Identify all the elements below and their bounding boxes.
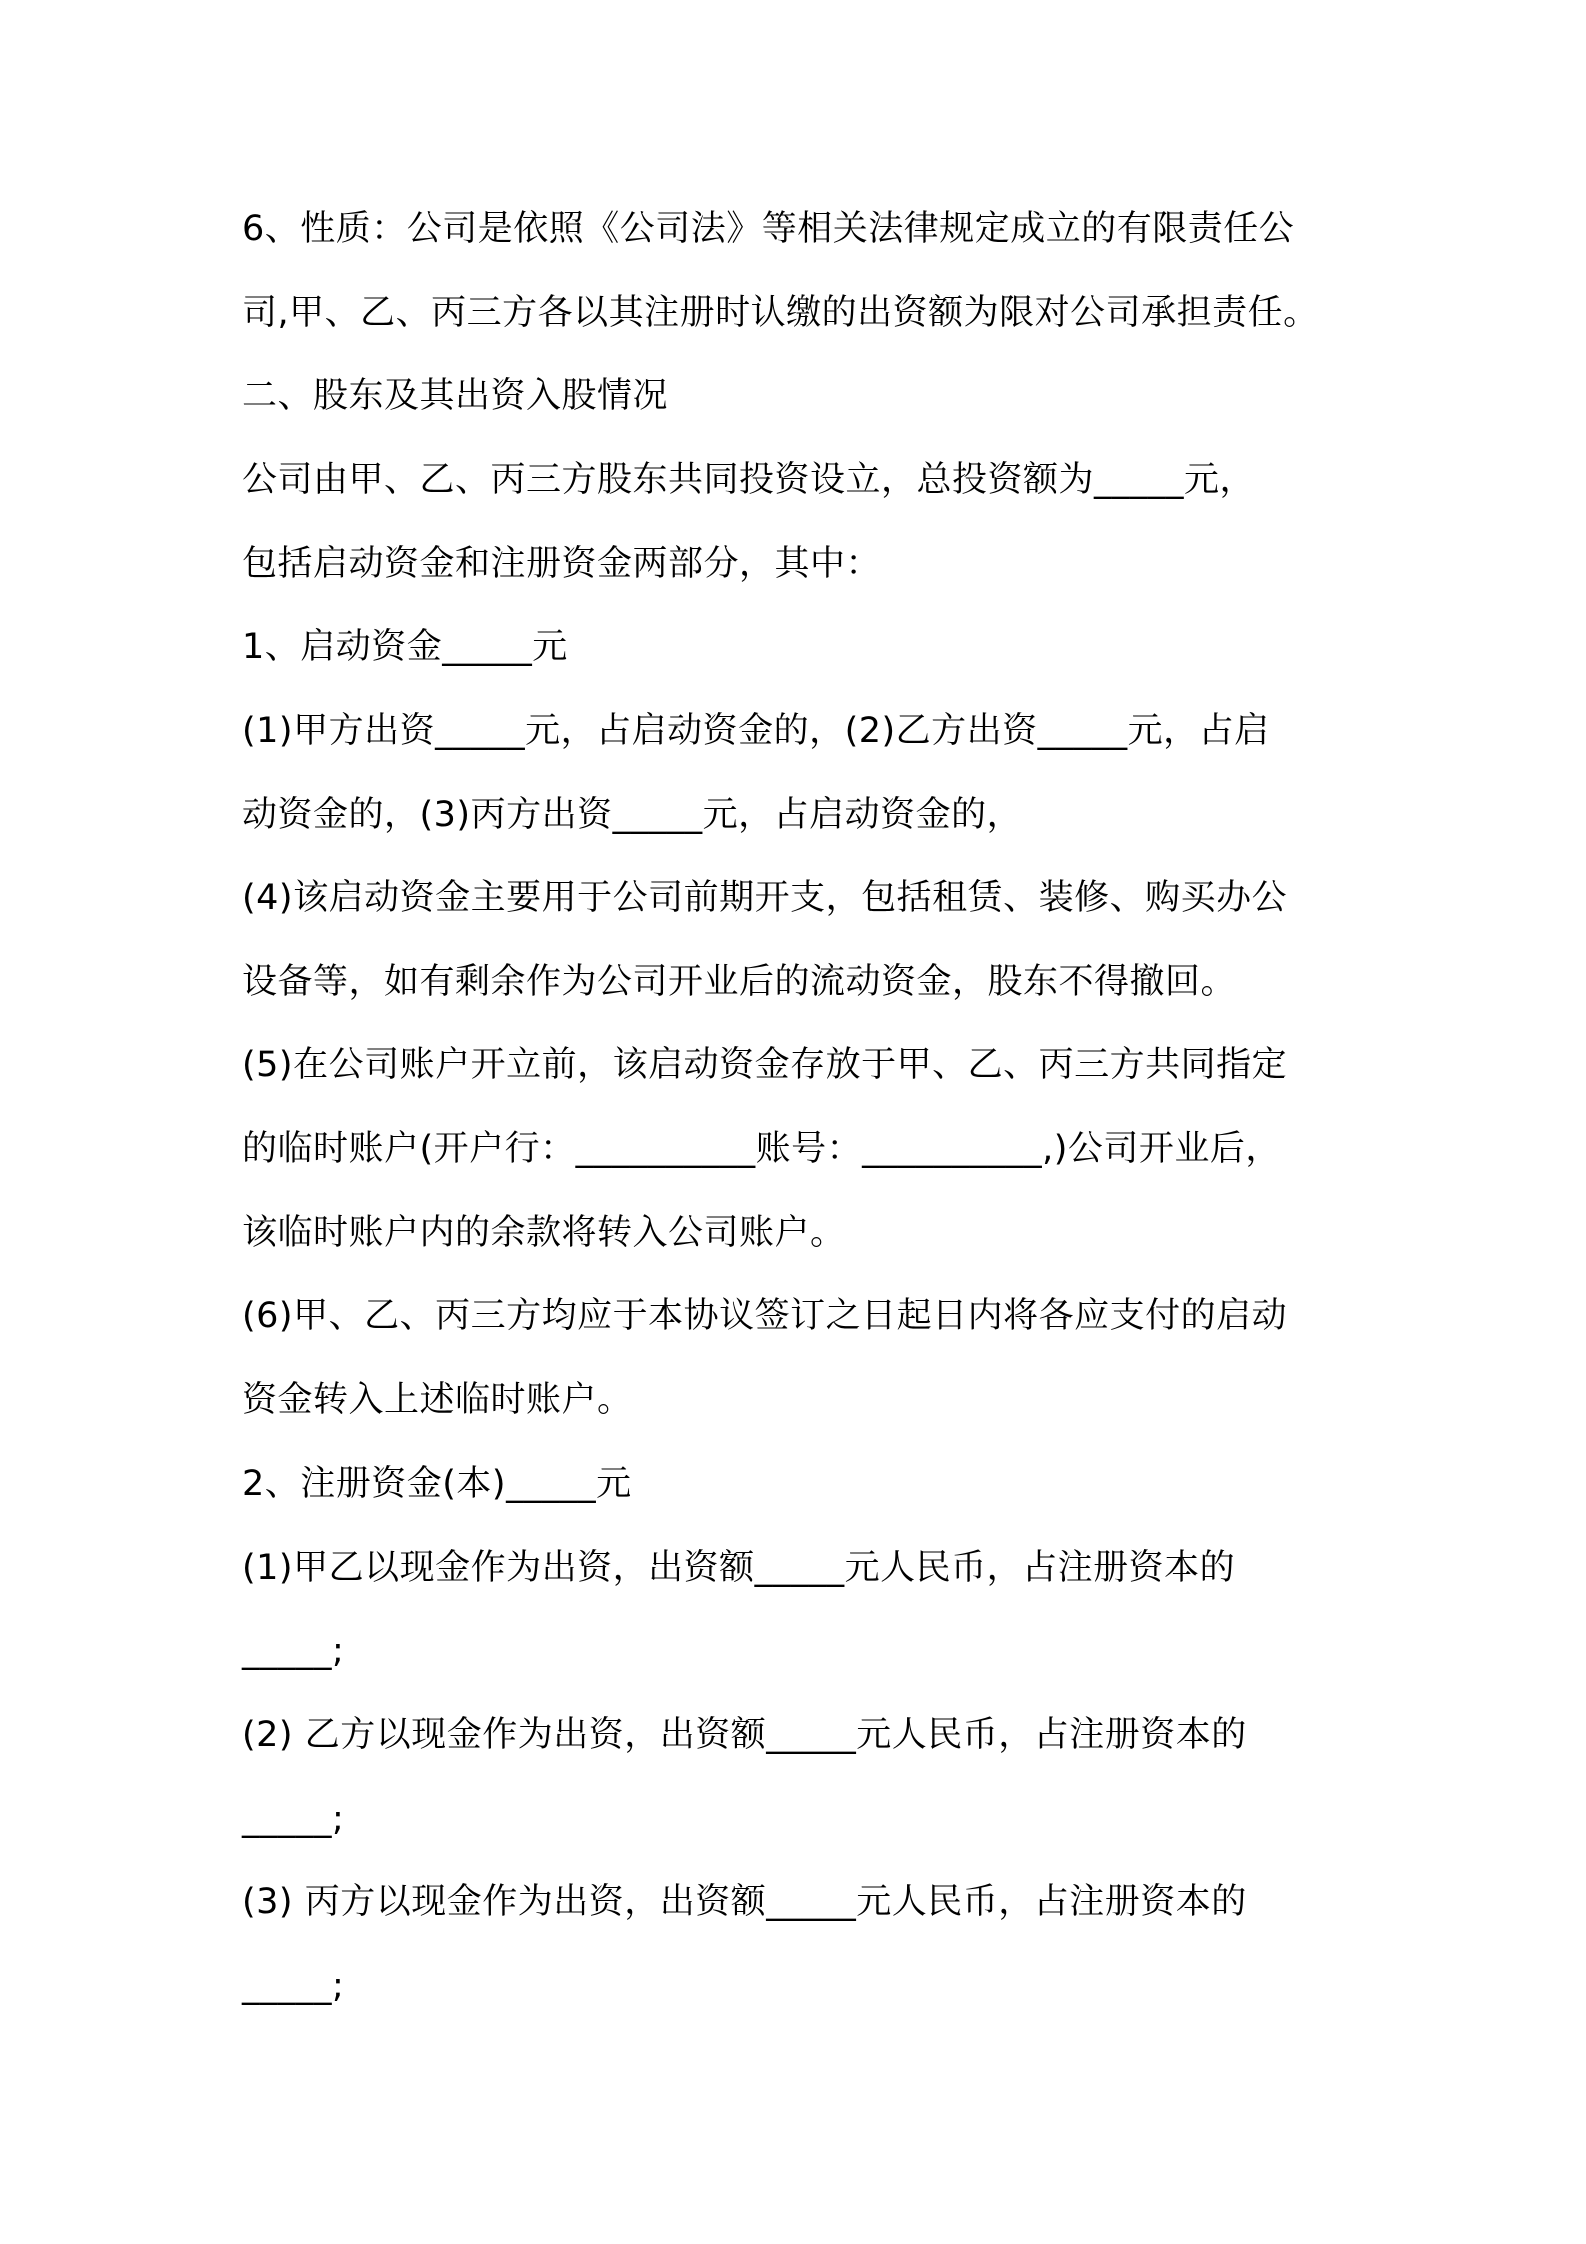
text-line: _____;	[242, 1631, 345, 1671]
text-line: (2) 乙方以现金作为出资，出资额_____元人民币，占注册资本的	[242, 1715, 1247, 1755]
text-line: 包括启动资金和注册资金两部分，其中：	[242, 544, 882, 584]
text-line: 1、启动资金_____元	[242, 627, 568, 667]
text-line: (3) 丙方以现金作为出资，出资额_____元人民币，占注册资本的	[242, 1882, 1247, 1922]
text-line: (5)在公司账户开立前，该启动资金存放于甲、乙、丙三方共同指定	[242, 1045, 1288, 1085]
text-line: 的临时账户(开户行：__________账号：__________,)公司开业后，	[242, 1129, 1281, 1169]
text-line: _____;	[242, 1966, 345, 2006]
text-line: 资金转入上述临时账户。	[242, 1380, 633, 1420]
text-line: 公司由甲、乙、丙三方股东共同投资设立，总投资额为_____元，	[242, 460, 1256, 500]
text-line: 2、注册资金(本)_____元	[242, 1464, 632, 1504]
text-line: 动资金的，(3)丙方出资_____元，占启动资金的，	[242, 795, 1023, 835]
text-line: (6)甲、乙、丙三方均应于本协议签订之日起日内将各应支付的启动	[242, 1296, 1288, 1336]
text-line: 设备等，如有剩余作为公司开业后的流动资金，股东不得撤回。	[242, 962, 1237, 1002]
text-line: 6、性质：公司是依照《公司法》等相关法律规定成立的有限责任公	[242, 209, 1295, 249]
text-line: 司,甲、乙、丙三方各以其注册时认缴的出资额为限对公司承担责任。	[242, 293, 1319, 333]
section-heading: 二、股东及其出资入股情况	[242, 376, 669, 416]
text-line: (1)甲方出资_____元，占启动资金的，(2)乙方出资_____元，占启	[242, 711, 1270, 751]
text-line: (1)甲乙以现金作为出资，出资额_____元人民币，占注册资本的	[242, 1548, 1236, 1588]
text-line: (4)该启动资金主要用于公司前期开支，包括租赁、装修、购买办公	[242, 878, 1288, 918]
text-line: 该临时账户内的余款将转入公司账户。	[242, 1213, 846, 1253]
text-line: _____;	[242, 1799, 345, 1839]
